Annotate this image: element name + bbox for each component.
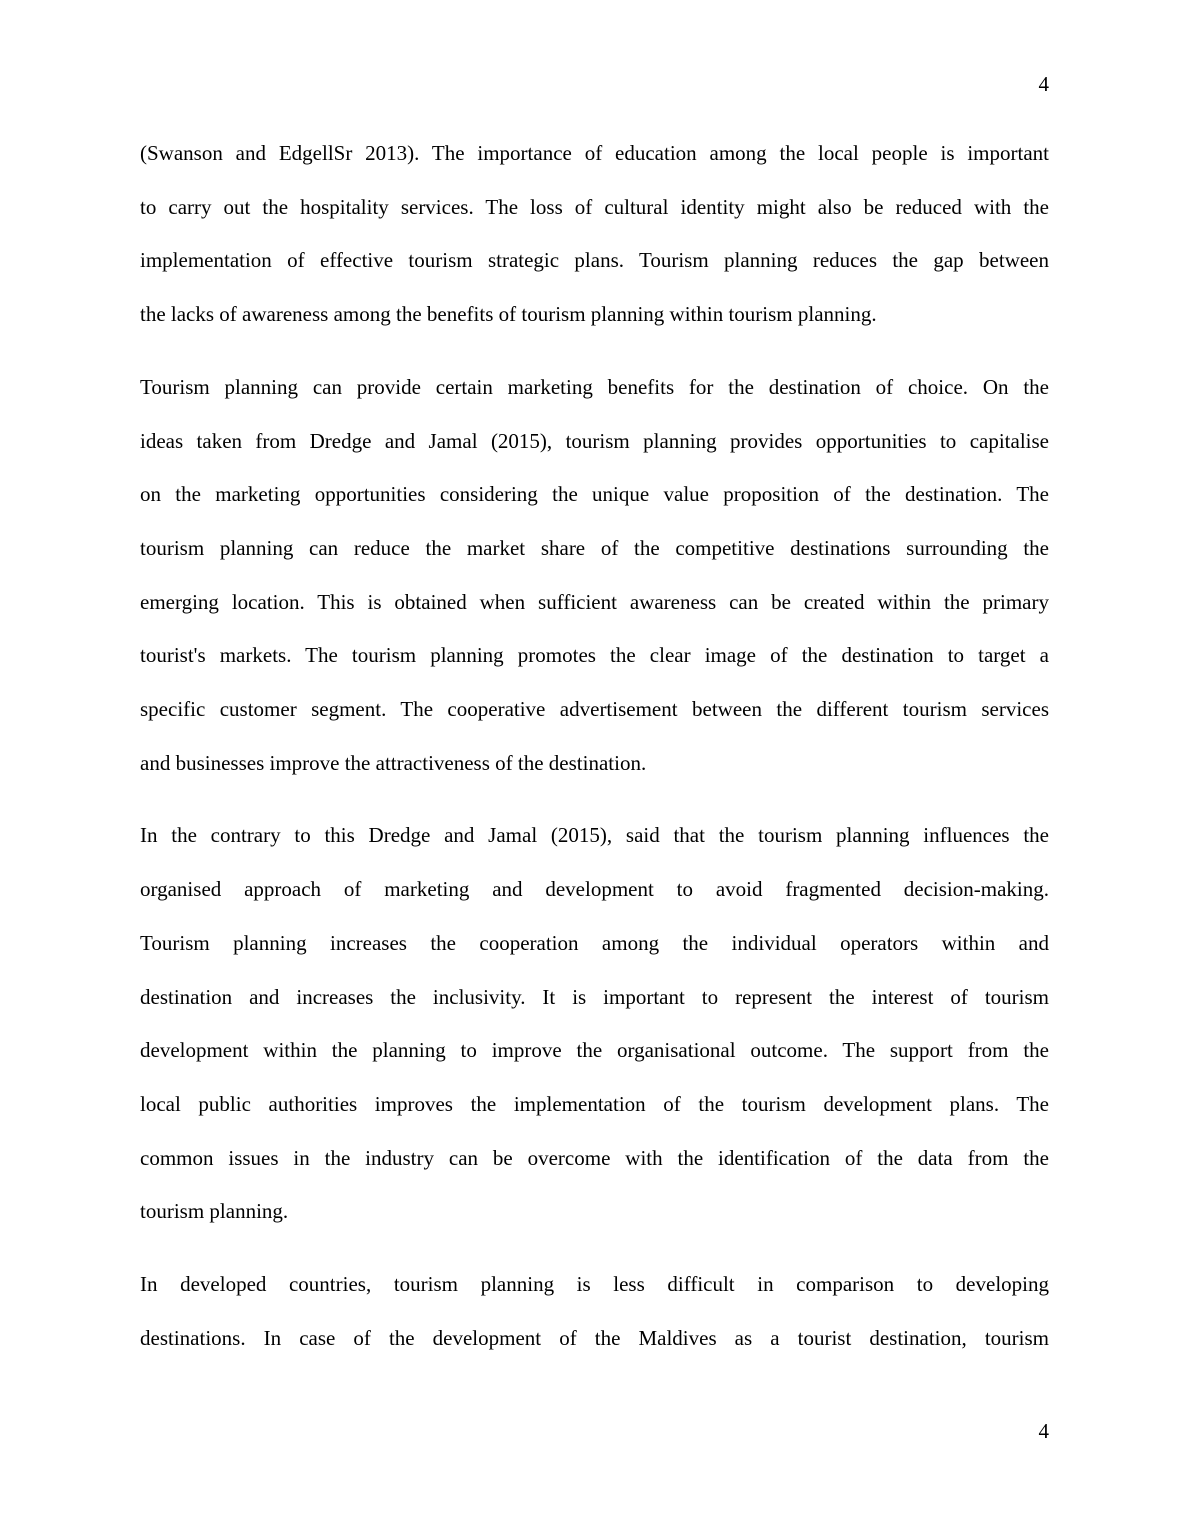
text-line: tourist's markets. The tourism planning promotes the clear image of the destination to target a <box>140 643 1049 668</box>
text-line: destinations. In case of the development of the Maldives as a tourist destination, tourism <box>140 1325 1049 1350</box>
text-line: common issues in the industry can be overcome with the identification of the data from the <box>140 1145 1049 1170</box>
text-line: on the marketing opportunities considering the unique value proposition of the destination. The <box>140 482 1049 507</box>
text-line: local public authorities improves the implementation of the tourism development plans. The <box>140 1091 1049 1116</box>
text-line: In the contrary to this Dredge and Jamal (2015), said that the tourism planning influences the <box>140 823 1049 848</box>
text-line: (Swanson and EdgellSr 2013). The importance of education among the local people is important <box>140 141 1049 165</box>
text-line: specific customer segment. The cooperative advertisement between the different tourism services <box>140 697 1049 722</box>
paragraph-4 <box>140 1258 1049 1365</box>
text-line: organised approach of marketing and development to avoid fragmented decision-making. <box>140 877 1049 902</box>
paragraph-3 <box>140 809 1049 1239</box>
text-line: development within the planning to improve the organisational outcome. The support from the <box>140 1038 1049 1063</box>
text-line: tourism planning can reduce the market share of the competitive destinations surrounding the <box>140 535 1049 560</box>
document-body <box>140 127 1049 1384</box>
text-line: tourism planning. <box>140 1199 289 1224</box>
text-line: and businesses improve the attractiveness of the destination. <box>140 750 647 775</box>
text-line: emerging location. This is obtained when sufficient awareness can be created within the primary <box>140 589 1049 614</box>
text-line: the lacks of awareness among the benefits of tourism planning within tourism planning. <box>140 302 877 327</box>
text-line: to carry out the hospitality services. The loss of cultural identity might also be reduced with the <box>140 194 1049 219</box>
paragraph-1 <box>140 127 1049 342</box>
footer-page-number: 4 <box>1038 1419 1049 1443</box>
text-line: destination and increases the inclusivity. It is important to represent the interest of tourism <box>140 984 1049 1009</box>
text-line: In developed countries, tourism planning is less difficult in comparison to developing <box>140 1272 1049 1297</box>
text-line: Tourism planning can provide certain marketing benefits for the destination of choice. On the <box>140 374 1049 399</box>
text-line: Tourism planning increases the cooperation among the individual operators within and <box>140 930 1049 955</box>
text-line: ideas taken from Dredge and Jamal (2015), tourism planning provides opportunities to capitalise <box>140 428 1049 453</box>
paragraph-2 <box>140 361 1049 791</box>
text-line: implementation of effective tourism strategic plans. Tourism planning reduces the gap between <box>140 248 1049 273</box>
header-page-number: 4 <box>1038 72 1049 96</box>
